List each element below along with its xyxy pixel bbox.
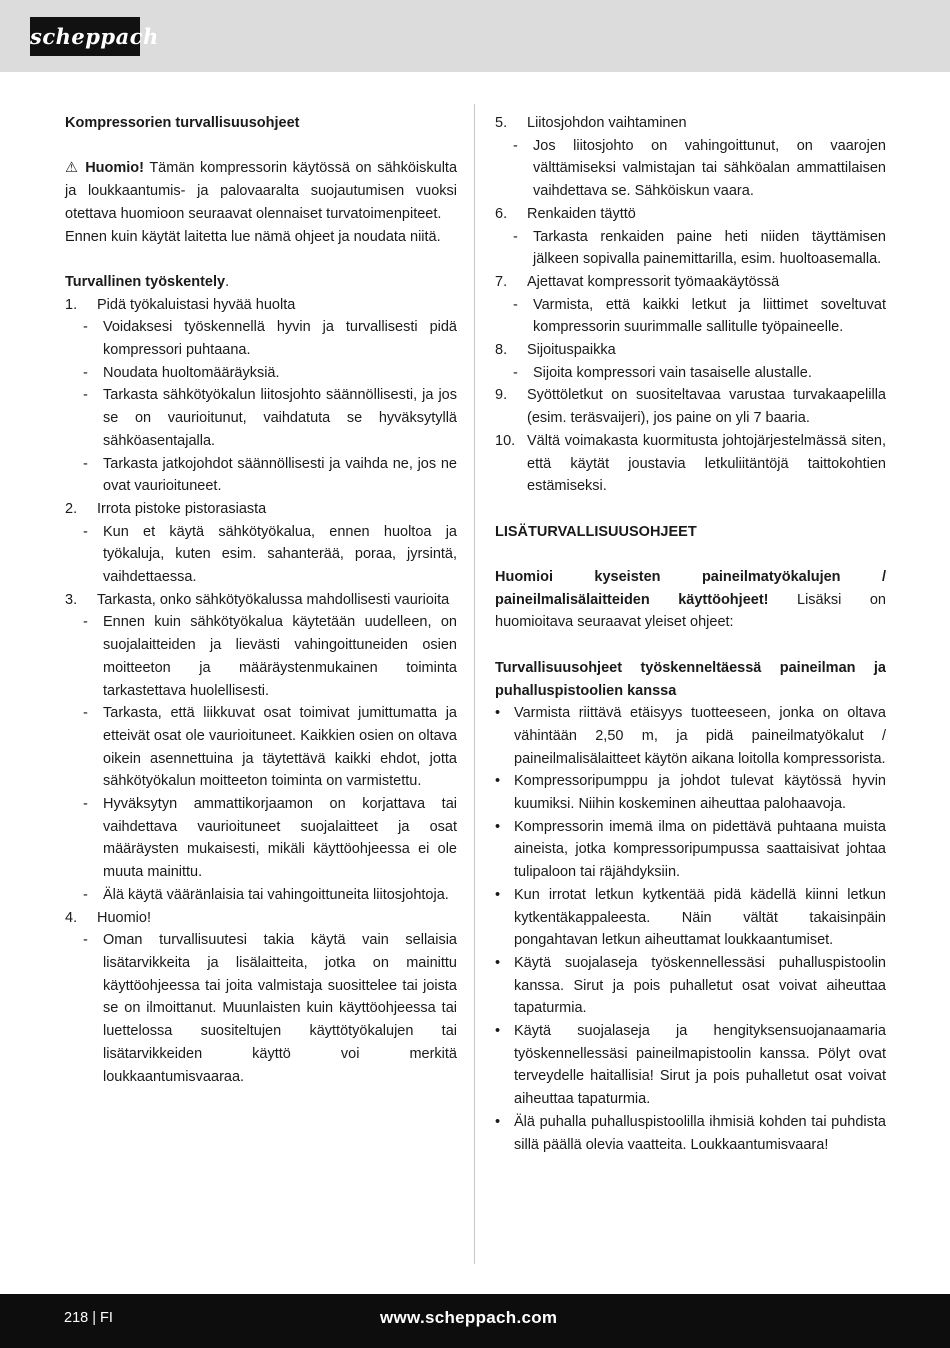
bullet-item: • Kompressorin imemä ilma on pidettävä puhtaana muista aineista, jotka kompressoripumpussa saattaisivat johtaa tulipaloon tai räjähdyksiin. xyxy=(495,818,886,881)
sub-item: - Tarkasta renkaiden paine heti niiden täyttämisen jälkeen sopivalla painemittarilla, esim. huoltoasemalla. xyxy=(513,228,886,268)
list-item: 7. Ajettavat kompressorit työmaakäytössä xyxy=(495,273,780,290)
warning-label: Huomio! xyxy=(85,160,144,177)
sub-item: - Älä käytä vääränlaisia tai vahingoittuneita liitosjohtoja. xyxy=(83,886,449,903)
right-column xyxy=(495,112,886,1156)
warning-paragraph xyxy=(65,157,457,225)
warning-icon: ⚠ xyxy=(65,160,80,177)
left-column xyxy=(65,112,457,1088)
header-bar xyxy=(0,0,950,72)
intro-paragraph: Ennen kuin käytät laitetta lue nämä ohjeet ja noudata niitä. xyxy=(65,228,441,245)
air-gun-heading: Turvallisuusohjeet työskenneltäessä paineilman ja puhalluspistoolien kanssa xyxy=(495,659,886,699)
sub-item: - Tarkasta jatkojohdot säännöllisesti ja vaihda ne, jos ne ovat vaurioituneet. xyxy=(83,455,457,495)
page-number: 218 | FI xyxy=(64,1310,113,1326)
manual-note: Huomioi kyseisten paineilmatyökalujen / paineilmalisälaitteiden käyttöohjeet! Lisäksi on huomioitava seuraavat yleiset ohjeet: xyxy=(495,569,886,631)
website-link[interactable]: www.scheppach.com xyxy=(380,1308,558,1327)
list-item: 2. Irrota pistoke pistorasiasta xyxy=(65,500,267,517)
scheppach-logo: scheppach xyxy=(30,17,140,56)
bullet-item: • Varmista riittävä etäisyys tuotteeseen, jonka on oltava vähintään 2,50 m, ja pidä paineilmatyökalut / paineilmalisälaitteet käytön aikana loitolla kompressorista. xyxy=(495,705,886,767)
extra-safety-heading: LISÄTURVALLISUUSOHJEET xyxy=(495,523,697,540)
bullet-item: • Kun irrotat letkun kytkentää pidä kädellä kiinni letkun kytkentäkappaleesta. Näin vältät takaisinpäin pongahtavan letkun aiheuttamat loukkaantumiset. xyxy=(495,886,886,949)
sub-item: - Oman turvallisuutesi takia käytä vain sellaisia lisätarvikkeita ja lisälaitteita, jotka on mainittu käyttöohjeessa tai joita valmistaja suosittelee tai joista se on ilmoittanut. Muunlaisten kuin käyttöohjeessa tai luettelossa suositeltujen käyttötyökalujen tai lisätarvikkeiden käyttö voi merkitä loukkaantumisvaaraa. xyxy=(83,932,457,1085)
section-title: Kompressorien turvallisuusohjeet xyxy=(65,115,300,131)
sub-item: - Sijoita kompressori vain tasaiselle alustalle. xyxy=(513,364,812,381)
sub-item: - Hyväksytyn ammattikorjaamon on korjattava tai vaihdettava vaurioituneet suojalaitteet ja osat määräysten mukaisesti, mikäli käyttöohjeessa ei ole muuta mainittu. xyxy=(83,796,457,881)
bullet-item: • Käytä suojalaseja työskennellessäsi puhalluspistoolin kanssa. Sirut ja pois puhalletut osat voivat aiheuttaa tapaturmia. xyxy=(495,954,886,1017)
list-item: 8. Sijoituspaikka xyxy=(495,342,616,359)
sub-item: - Kun et käytä sähkötyökalua, ennen huoltoa ja työkaluja, kuten esim. sahanterää, poraa, jyrsintä, vaihdettaessa. xyxy=(83,523,457,586)
sub-item: - Ennen kuin sähkötyökalua käytetään uudelleen, on suojalaitteiden ja lievästi vahingoittuneiden osien moitteeton ja määräystenmukainen toiminta tarkastettava huolellisesti. xyxy=(83,614,457,699)
list-item: 10. Vältä voimakasta kuormitusta johtojärjestelmässä siten, että käytät joustavia letkuliitäntöjä taittokohtien estämiseksi. xyxy=(495,432,886,495)
sub-item: - Noudata huoltomääräyksiä. xyxy=(83,364,280,381)
bullet-item: • Käytä suojalaseja ja hengityksensuojanaamaria työskennellessäsi paineilmapistoolin kanssa. Pölyt ovat terveydelle haitallisia! Sirut ja pois puhalletut osat voivat aiheuttaa tapaturmia. xyxy=(495,1023,886,1108)
list-item: 3. Tarkasta, onko sähkötyökalussa mahdollisesti vaurioita xyxy=(65,591,450,608)
safe-work-heading: Turvallinen työskentely. xyxy=(65,273,230,290)
column-divider xyxy=(474,104,475,1264)
sub-item: - Tarkasta, että liikkuvat osat toimivat jumittumatta ja etteivät osat ole vaurioituneet. Kaikkien osien on oltava oikein asennettuina ja täytettävä kaikki ehdot, jotta sähkötyökalun moitteeton toiminta on varmistettu. xyxy=(83,705,457,790)
sub-item: - Tarkasta sähkötyökalun liitosjohto säännöllisesti, ja jos se on vaurioitunut, vaihdatuta se hyväksytyllä sähköasentajalla. xyxy=(83,387,457,449)
sub-item: - Varmista, että kaikki letkut ja liittimet soveltuvat kompressorin suurimmalle sallitulle työpaineelle. xyxy=(513,296,886,336)
sub-item: - Jos liitosjohto on vahingoittunut, on vaarojen välttämiseksi valmistajan tai sähköalan ammattilaisen vaihdettava se. Sähköiskun vaara. xyxy=(513,137,886,200)
list-item: 5. Liitosjohdon vaihtaminen xyxy=(495,115,687,131)
list-item: 1. Pidä työkaluistasi hyvää huolta xyxy=(65,296,296,313)
list-item: 9. Syöttöletkut on suositeltavaa varustaa turvakaapelilla (esim. teräsvaijeri), jos paine on yli 7 baaria. xyxy=(495,387,886,427)
list-item: 6. Renkaiden täyttö xyxy=(495,205,636,222)
bullet-item: • Kompressoripumppu ja johdot tulevat käytössä hyvin kuumiksi. Niihin koskeminen aiheuttaa palohaavoja. xyxy=(495,773,886,813)
footer-bar xyxy=(0,1294,950,1348)
bullet-item: • Älä puhalla puhalluspistoolilla ihmisiä kohden tai puhdista sillä päällä olevia vaatteita. Loukkaantumisvaara! xyxy=(495,1113,886,1153)
sub-item: - Voidaksesi työskennellä hyvin ja turvallisesti pidä kompressori puhtaana. xyxy=(83,319,457,358)
warning-text: Tämän kompressorin käytössä on sähköiskulta ja loukkaantumis- ja palovaaralta suojautumisen vuoksi otettava huomioon seuraavat olennaiset turvatoimenpiteet. xyxy=(65,160,458,222)
list-item: 4. Huomio! xyxy=(65,909,151,926)
